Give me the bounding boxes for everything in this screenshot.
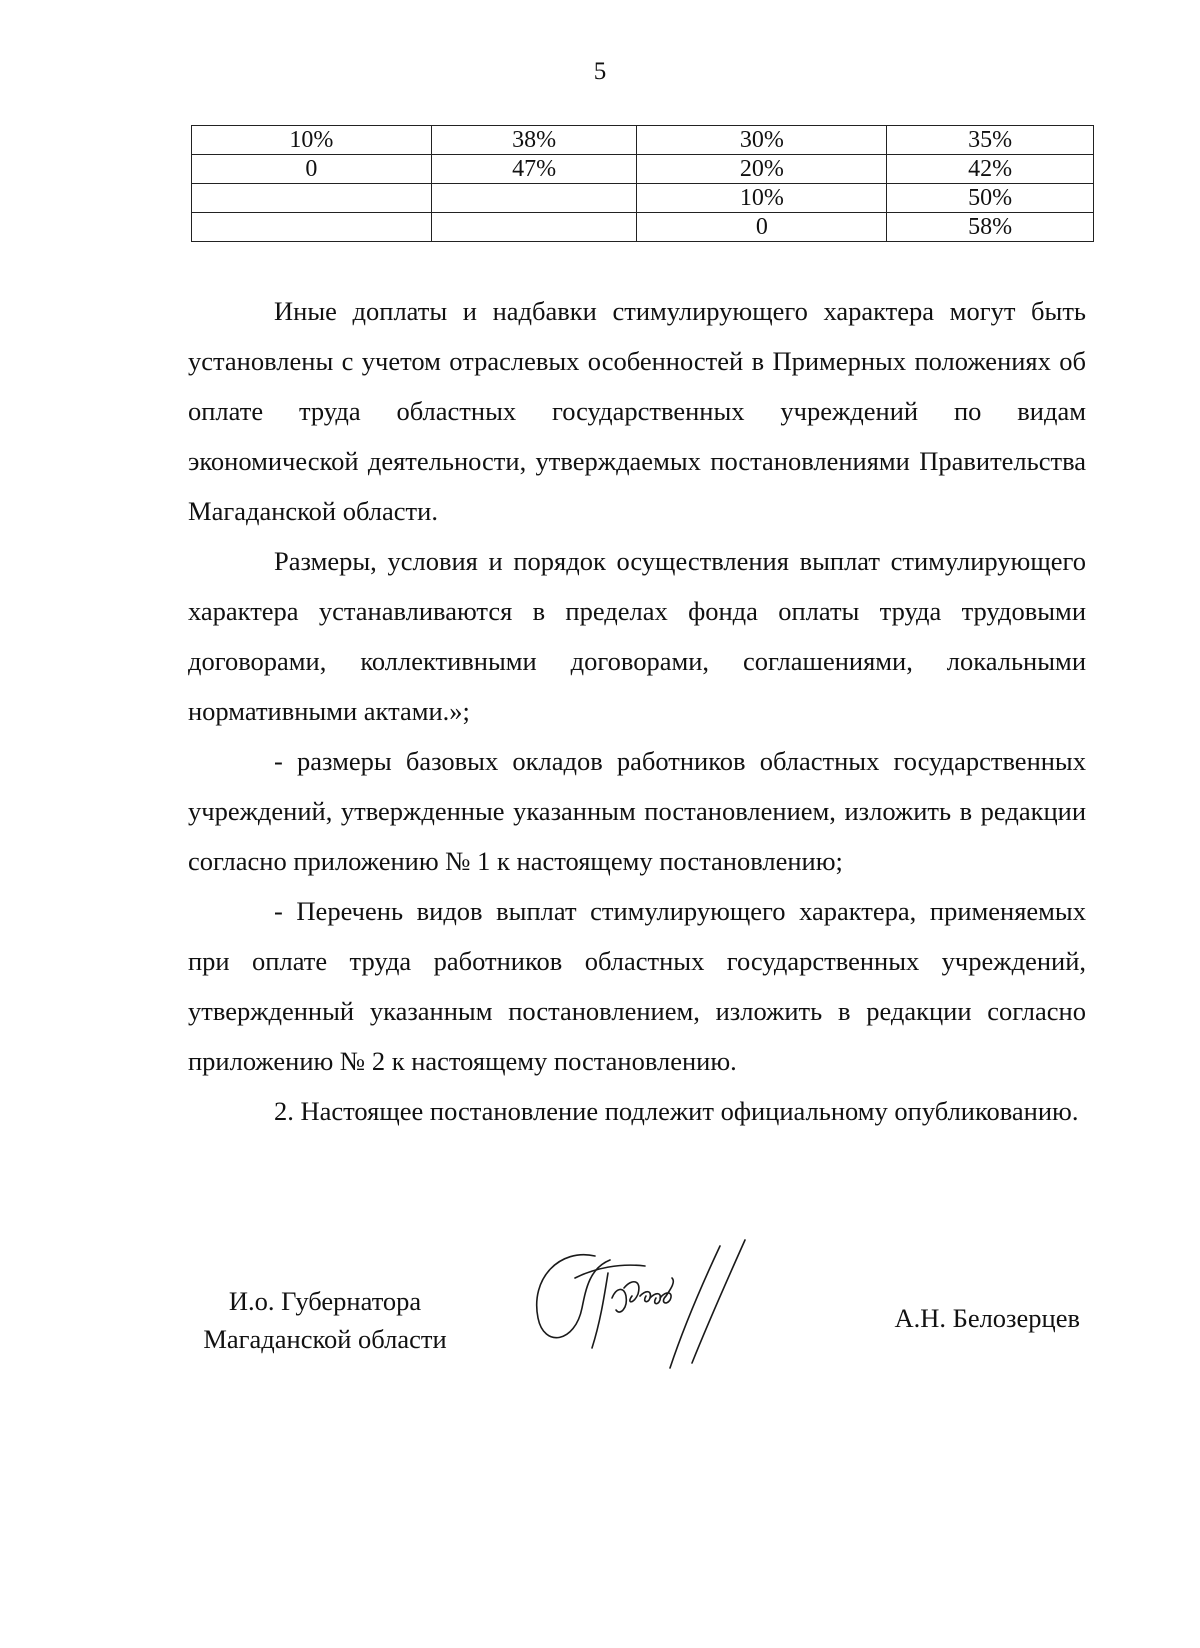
table-cell: 10% (192, 126, 432, 155)
table-cell: 20% (637, 155, 887, 184)
paragraph: Размеры, условия и порядок осуществления выплат стимулирующего характера устанавливаются в пределах фонда оплаты труда трудовыми договорами, коллективными договорами, соглашениями, локальными нормативными актами.»; (188, 546, 1086, 726)
table-cell: 47% (431, 155, 637, 184)
table-cell (192, 213, 432, 242)
paragraph: Иные доплаты и надбавки стимулирующего характера могут быть установлены с учетом отраслевых особенностей в Примерных положениях об оплате труда областных государственных учреждений по видам экономической деятельности, утверждаемых постановлениями Правительства Магаданской области. (188, 296, 1086, 526)
position-line: И.о. Губернатора (228, 1286, 422, 1316)
table-cell: 10% (637, 184, 887, 213)
table-cell: 58% (887, 213, 1094, 242)
table-cell (192, 184, 432, 213)
table-cell (431, 184, 637, 213)
table-cell: 30% (637, 126, 887, 155)
handwritten-signature (520, 1238, 800, 1378)
table-cell: 50% (887, 184, 1094, 213)
table-cell (431, 213, 637, 242)
signatory-position (190, 1282, 460, 1358)
table-cell: 0 (192, 155, 432, 184)
paragraph: - размеры базовых окладов работников областных государственных учреждений, утвержденные указанным постановлением, изложить в редакции согласно приложению № 1 к настоящему постановлению; (188, 746, 1086, 876)
paragraph: 2. Настоящее постановление подлежит официальному опубликованию. (274, 1096, 1079, 1126)
table-row (192, 184, 1094, 213)
page-number: 5 (593, 58, 607, 85)
table-row (192, 126, 1094, 155)
table-row (192, 213, 1094, 242)
table-cell: 35% (887, 126, 1094, 155)
table-cell: 42% (887, 155, 1094, 184)
paragraph: - Перечень видов выплат стимулирующего характера, применяемых при оплате труда работников областных государственных учреждений, утвержденный указанным постановлением, изложить в редакции согласно приложению № 2 к настоящему постановлению. (188, 896, 1086, 1076)
document-body (188, 286, 1086, 1136)
signatory-name: А.Н. Белозерцев (894, 1303, 1080, 1333)
position-line: Магаданской области (203, 1324, 447, 1354)
table-cell: 0 (637, 213, 887, 242)
table-row (192, 155, 1094, 184)
rates-table (191, 125, 1094, 242)
table-cell: 38% (431, 126, 637, 155)
